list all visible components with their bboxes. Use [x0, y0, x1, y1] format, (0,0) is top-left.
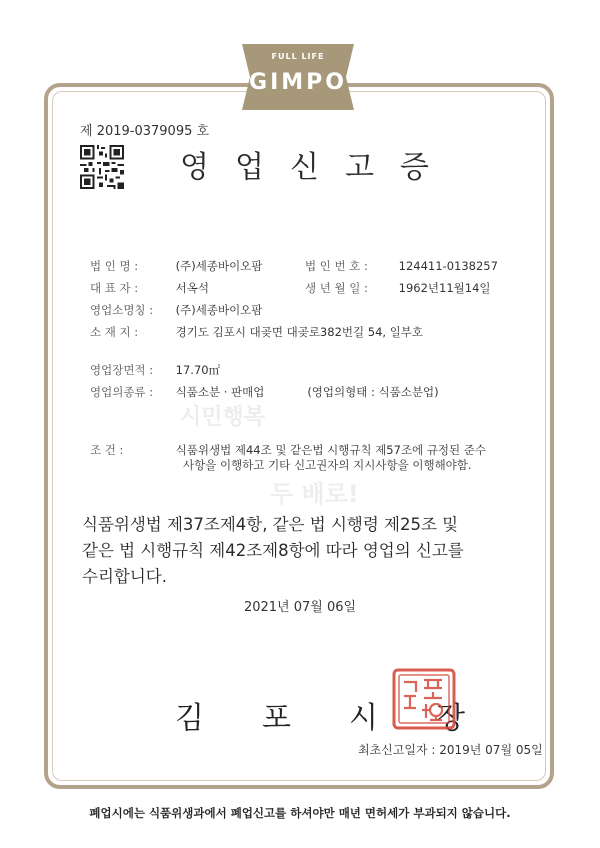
area-row: [90, 362, 220, 378]
condition-label: 조 건 :: [90, 443, 124, 457]
address-value: 경기도 김포시 대곶면 대곶로382번길 54, 일부호: [175, 325, 424, 339]
address-label: 소 재 지 :: [90, 325, 139, 339]
business-name-row: [90, 302, 262, 318]
watermark-slogan-top: 시민행복: [180, 405, 266, 430]
corp-name-label: 법 인 명 :: [90, 259, 139, 273]
corp-number-label: 법 인 번 호 :: [305, 259, 368, 273]
issue-date: 2021년 07월 06일: [243, 600, 357, 615]
first-report-date: 최초신고일자 : 2019년 07월 05일: [358, 743, 543, 757]
representative-row: [90, 280, 209, 296]
watermark-slogan-bottom: 두 배로!: [270, 480, 359, 508]
statement-line-1: 식품위생법 제37조제4항, 같은 법 시행령 제25조 및: [82, 515, 459, 534]
business-name-label: 영업소명칭 :: [90, 303, 154, 317]
condition-line1: 식품위생법 제44조 및 같은법 시행규칙 제57조에 규정된 준수: [175, 443, 487, 457]
certification-statement: [82, 512, 542, 590]
area-value: 17.70㎡: [175, 363, 221, 377]
corp-number-row: [305, 258, 498, 274]
official-seal-stamp: [392, 668, 456, 730]
statement-line-2: 같은 법 시행규칙 제42조제8항에 따라 영업의 신고를: [82, 541, 464, 560]
statement-line-3: 수리합니다.: [82, 567, 167, 586]
document-title: 영업신고증: [180, 150, 455, 185]
corp-name-row: [90, 258, 262, 274]
qr-code: [80, 145, 124, 189]
corp-name-value: (주)세종바이오팜: [175, 259, 263, 273]
issuer-mayor: 김포시장: [175, 701, 523, 736]
footer-notice: 폐업시에는 식품위생과에서 폐업신고를 하셔야만 매년 면허세가 부과되지 않습니다.: [89, 806, 511, 820]
type-row: [90, 384, 439, 400]
business-name-value: (주)세종바이오팜: [175, 303, 263, 317]
type-value: 식품소분 · 판매업: [175, 385, 265, 399]
logo-tagline: FULL LIFE: [271, 52, 325, 61]
address-row: [90, 324, 423, 340]
condition-line2: 사항을 이행하고 기타 신고권자의 지시사항을 이행해야함.: [183, 458, 472, 472]
area-label: 영업장면적 :: [90, 363, 154, 377]
condition-row: [90, 442, 486, 458]
representative-label: 대 표 자 :: [90, 281, 139, 295]
representative-value: 서옥석: [175, 281, 209, 295]
logo-name: GIMPO: [249, 70, 347, 95]
birth-value: 1962년11월14일: [398, 281, 491, 295]
type-label: 영업의종류 :: [90, 385, 154, 399]
registration-number: 제 2019-0379095 호: [80, 124, 210, 139]
certificate-inner-frame: [52, 91, 546, 781]
birth-row: [305, 280, 491, 296]
condition-continuation: [183, 457, 472, 473]
corp-number-value: 124411-0138257: [398, 259, 498, 273]
birth-label: 생 년 월 일 :: [305, 281, 368, 295]
form-value: (영업의형태 : 식품소분업): [307, 385, 439, 399]
